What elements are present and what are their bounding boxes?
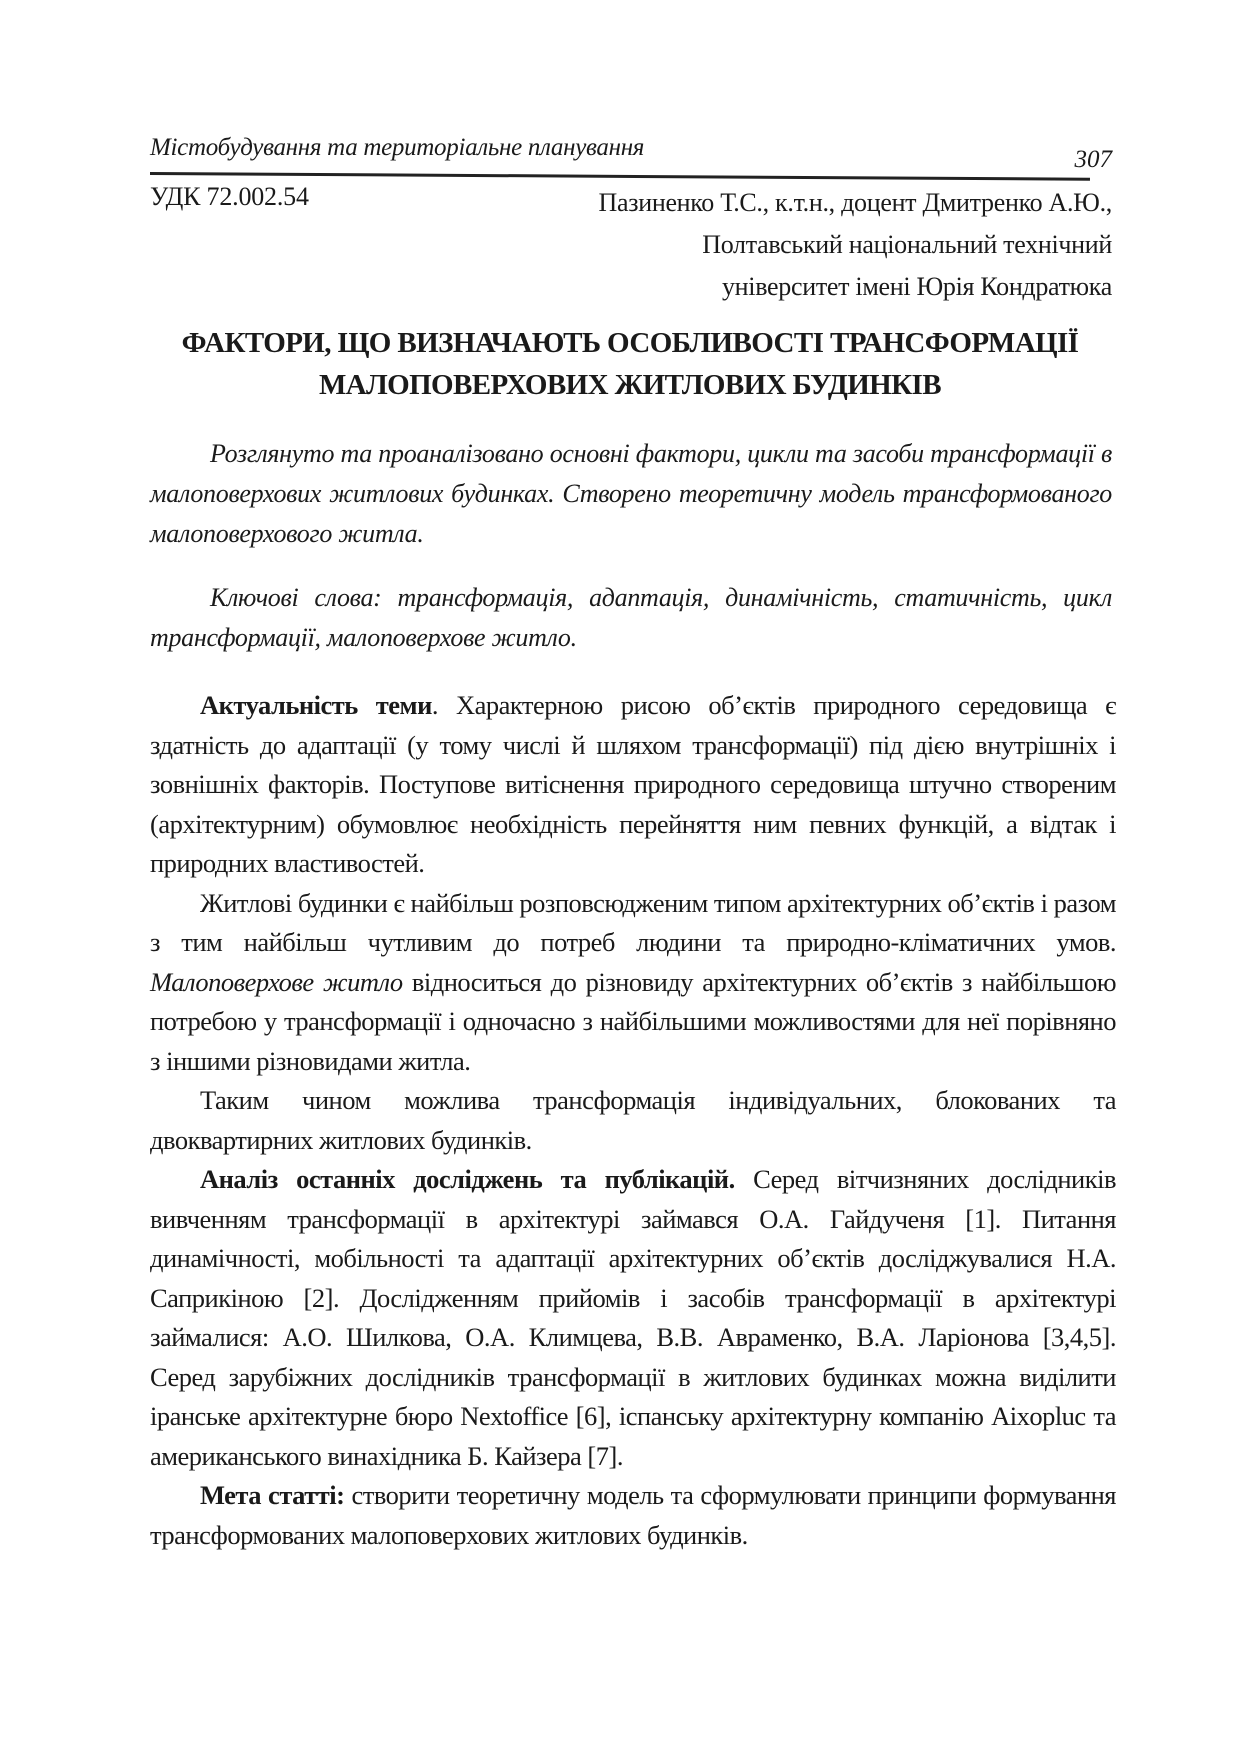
emphasis-term: Малоповерхове житло (150, 966, 403, 997)
section-heading-relevance: Актуальність теми (200, 690, 432, 720)
paragraph-analysis (150, 1160, 1116, 1476)
paragraph-residential (150, 884, 1116, 1082)
paragraph-relevance (150, 686, 1116, 884)
abstract: Розглянуто та проаналізовано основні фактори, цикли та засоби трансформації в малоповерхових житлових будинках. Створено теоретичну модель трансформованого малоповерхового житла. (150, 439, 1112, 548)
author-block (599, 182, 1112, 308)
paragraph-text: . Характерною рисою об’єктів природного середовища є здатність до адаптації (у тому числі й шляхом трансформації) під дією внутрішніх і зовнішніх факторів. Поступове витіснення природного середовища штучно створеним (архітектурним) обумовлює необхідність перейняття ним певних функцій, а відтак і природних властивостей. (150, 690, 1116, 878)
section-heading-analysis: Аналіз останніх досліджень та публікацій. (200, 1164, 735, 1194)
journal-title: Містобудування та територіальне планування (150, 134, 645, 161)
title-line-1: ФАКТОРИ, ЩО ВИЗНАЧАЮТЬ ОСОБЛИВОСТІ ТРАНСФОРМАЦІЇ (181, 327, 1079, 359)
section-heading-goal: Мета статті: (200, 1480, 345, 1510)
affiliation-line-2: університет імені Юрія Кондратюка (721, 272, 1112, 301)
article-body (150, 686, 1116, 1555)
udc-code: УДК 72.002.54 (150, 182, 309, 211)
article-title (150, 322, 1110, 406)
paragraph-text: Таким чином можлива трансформація індивідуальних, блокованих та двоквартирних житлових будинків. (150, 1085, 1116, 1155)
paragraph-text: Серед вітчизняних дослідників вивченням трансформації в архітектурі займався О.А. Гайдученя [1]. Питання динамічності, мобільності та адаптації архітектурних об’єктів досліджувалися Н.А. Саприкіною [2]. Дослідженням прийомів і засобів трансформації в архітектурі займалися: А.О. Шилкова, О.А. Климцева, В.В. Авраменко, В.А. Ларіонова [3,4,5]. Серед зарубіжних дослідників трансформації в житлових будинках можна виділити іранське архітектурне бюро Nextoffice [6], іспанську архітектурну компанію Aixopluc та американського винахідника Б. Кайзера [7]. (150, 1164, 1116, 1471)
keywords: Ключові слова: трансформація, адаптація, динамічність, статичність, цикл трансформації, малоповерхове житло. (150, 583, 1112, 652)
paragraph-possible (150, 1081, 1116, 1160)
paragraph-text: відноситься до різновиду архітектурних об’єктів з найбільшою потребою у трансформації і одночасно з найбільшими можливостями для неї порівняно з іншими різновидами житла. (150, 966, 1116, 1076)
author-names: Пазиненко Т.С., к.т.н., доцент Дмитренко А.Ю., (598, 188, 1112, 217)
paragraph-text: Житлові будинки є найбільш розповсюдженим типом архітектурних об’єктів і разом з тим найбільш чутливим до потреб людини та природно-кліматичних умов. (150, 887, 1116, 957)
paragraph-text: створити теоретичну модель та сформулювати принципи формування трансформованих малоповерхових житлових будинків. (150, 1480, 1116, 1550)
affiliation-line-1: Полтавський національний технічний (702, 230, 1112, 259)
page-number: 307 (1074, 146, 1112, 173)
running-head (150, 134, 1120, 174)
title-line-2: МАЛОПОВЕРХОВИХ ЖИТЛОВИХ БУДИНКІВ (319, 369, 941, 401)
paragraph-goal (150, 1476, 1116, 1555)
header-rule (150, 172, 1090, 181)
